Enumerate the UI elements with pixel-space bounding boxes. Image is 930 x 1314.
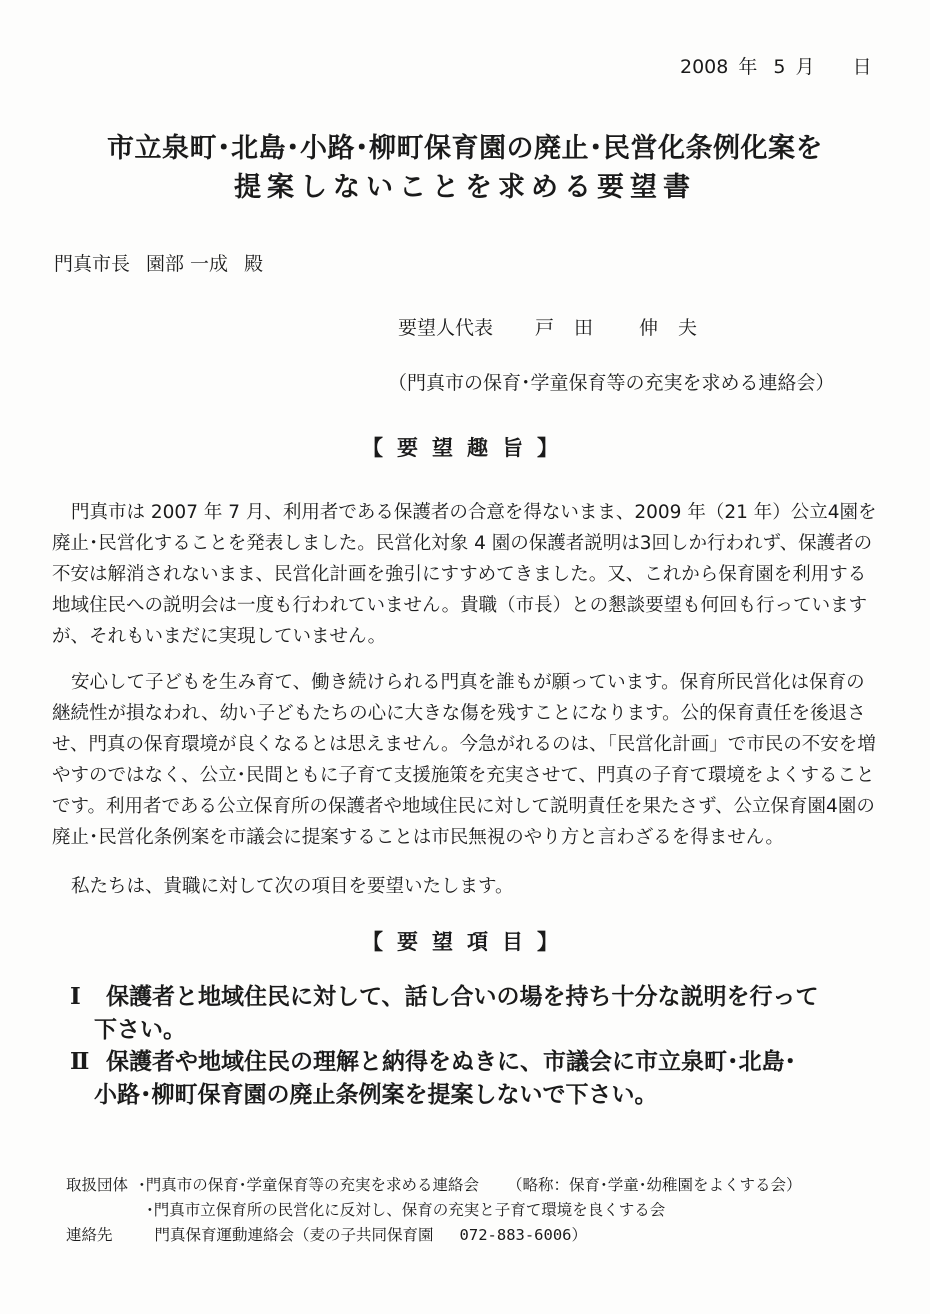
purpose-paragraph-3-text: 私たちは、貴職に対して次の項目を要望いたします。 xyxy=(71,876,514,897)
representative-organization: （門真市の保育･学童保育等の充実を求める連絡会） xyxy=(388,372,835,394)
addressee-name: 園部 一成 xyxy=(146,253,229,275)
date-year-unit: 年 xyxy=(738,56,758,78)
demand-item-2-line1: 保護者や地域住民の理解と納得をぬきに、市議会に市立泉町･北島･ xyxy=(106,1049,796,1075)
footer-contact xyxy=(66,1223,587,1245)
footer-org1: ･門真市の保育･学童保育等の充実を求める連絡会 xyxy=(138,1176,480,1194)
representative-name: 戸田 伸夫 xyxy=(535,317,718,339)
footer-org2: ･門真市立保育所の民営化に反対し、保育の充実と子育て環境を良くする会 xyxy=(146,1201,666,1219)
demand-item-1-line2: 下さい。 xyxy=(94,1017,186,1043)
footer-org1-abbr: （略称：保育･学童･幼稚園をよくする会） xyxy=(507,1176,802,1194)
footer-handling-label: 取扱団体 xyxy=(66,1176,129,1194)
date-year: 2008 xyxy=(680,56,729,78)
addressee-honorific: 殿 xyxy=(244,253,264,275)
footer-contact-tel: 072-883-6006） xyxy=(459,1226,588,1244)
representative xyxy=(398,313,717,340)
document-title-line1: 市立泉町･北島･小路･柳町保育園の廃止･民営化条例化案を xyxy=(107,133,823,164)
date-day-unit: 日 xyxy=(852,56,872,78)
addressee-position: 門真市長 xyxy=(54,253,131,275)
footer-contact-label: 連絡先 xyxy=(66,1226,113,1244)
purpose-paragraph-2-text: 安心して子どもを生み育て、働き続けられる門真を誰もが願っています。保育所民営化は保育の継続性が損なわれ、幼い子どもたちの心に大きな傷を残すことになります。公的保育責任を後退させ、門真の保育環境が良くなるとは思えません。今急がれるのは、「民営化計画」で市民の不安を増やすのではなく、公立･民間ともに子育て支援施策を充実させて、門真の子育て環境をよくすることです。利用者である公立保育所の保護者や地域住民に対して説明責任を果たさず、公立保育園4園の廃止･民営化条例案を市議会に提案することは市民無視のやり方と言わざるを得ません。 xyxy=(52,672,876,848)
footer-contact-org: 門真保育運動連絡会（麦の子共同保育園 xyxy=(154,1226,434,1244)
purpose-paragraph-2 xyxy=(52,667,882,853)
addressee xyxy=(54,249,279,276)
date-month: 5 xyxy=(773,56,786,78)
purpose-paragraph-1 xyxy=(52,497,882,652)
demand-item-1-line1: 保護者と地域住民に対して、話し合いの場を持ち十分な説明を行って xyxy=(106,984,819,1010)
demand-item-2-line2: 小路･柳町保育園の廃止条例案を提案しないで下さい。 xyxy=(94,1082,658,1108)
demand-item-1 xyxy=(70,980,870,1047)
demands-heading: 【要望項目】 xyxy=(362,930,572,954)
purpose-heading: 【要望趣旨】 xyxy=(362,436,572,460)
date-month-unit: 月 xyxy=(795,56,815,78)
document-date xyxy=(680,52,872,79)
purpose-paragraph-1-text: 門真市は 2007 年 7 月、利用者である保護者の合意を得ないまま、2009 年（21 年）公立4園を廃止･民営化することを発表しました。民営化対象 4 園の保護者説明は3回しか行われず、保護者の不安は解消されないまま、民営化計画を強引にすすめてきました。又、これから保育園を利用する地域住民への説明会は一度も行われていません。貴職（市長）との懇談要望も何回も行っていますが、それもいまだに実現していません。 xyxy=(52,502,877,647)
footer-handling xyxy=(66,1173,802,1195)
purpose-paragraph-3 xyxy=(52,871,882,902)
document-title-line2: 提案しないことを求める要望書 xyxy=(234,172,696,203)
demand-item-2 xyxy=(70,1045,870,1112)
demand-item-1-number: Ⅰ xyxy=(70,983,81,1010)
demand-item-2-number: Ⅱ xyxy=(70,1048,90,1075)
representative-label: 要望人代表 xyxy=(398,317,494,339)
